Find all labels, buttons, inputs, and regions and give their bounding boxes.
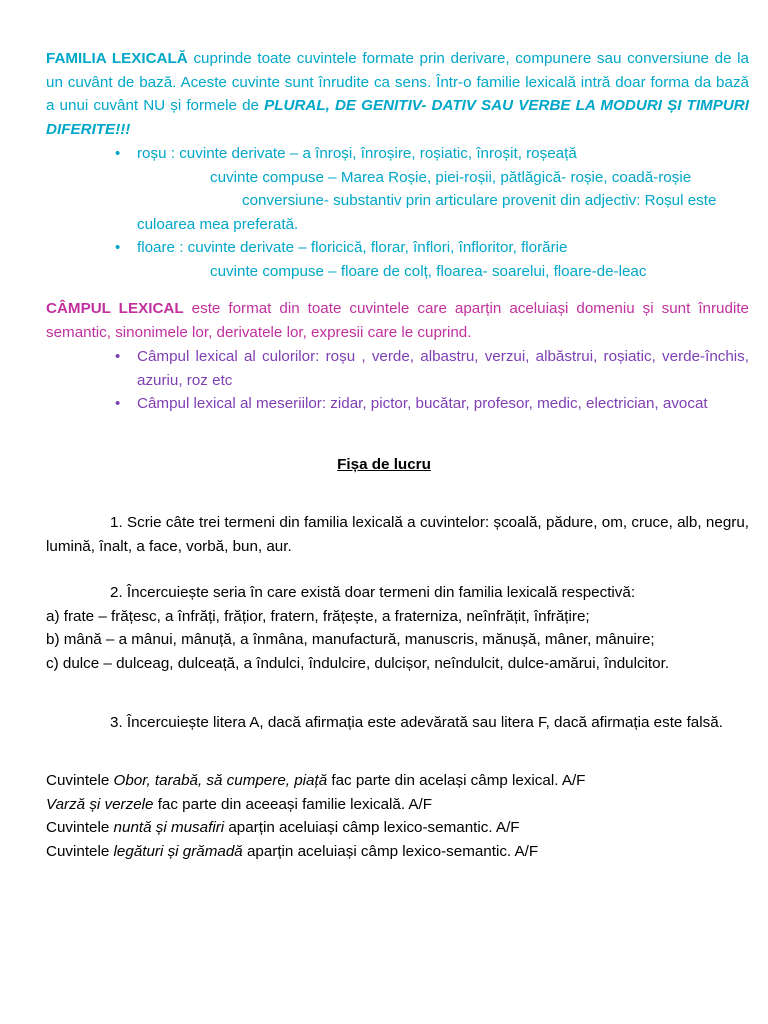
statement-3-words: nuntă și musafiri xyxy=(113,819,225,837)
exercise-2-option-b: b) mână – a mânui, mânuță, a înmâna, manufactură, manuscris, mănușă, mâner, mânuire; xyxy=(46,631,655,649)
floare-derivate: • floare : cuvinte derivate – floricică, florar, înflori, înfloritor, florărie xyxy=(137,239,568,257)
statement-3 xyxy=(46,816,749,840)
campul-lexical-paragraph xyxy=(46,297,749,344)
example-floare xyxy=(115,236,749,283)
nu-word: NU xyxy=(143,97,166,115)
statement-4-post: aparțin aceluiași câmp lexico-semantic. A/F xyxy=(242,842,539,860)
example-rosu xyxy=(115,142,749,236)
exercise-2-option-a: a) frate – frățesc, a înfrăți, frățior, fratern, frățește, a fraterniza, neînfrățit, înfrățire; xyxy=(46,607,590,625)
familia-examples-list xyxy=(115,142,749,284)
exercise-3-prompt: 3. Încercuiește litera A, dacă afirmația este adevărată sau litera F, dacă afirmația este falsă. xyxy=(110,714,723,731)
statement-4 xyxy=(46,840,749,864)
statement-1 xyxy=(46,769,749,793)
statement-2-post: fac parte din aceeași familie lexicală. A/F xyxy=(153,795,433,813)
statement-3-pre: Cuvintele xyxy=(46,819,114,837)
rosu-derivate: • roșu : cuvinte derivate – a înroși, înroșire, roșiatic, înroșit, roșeață xyxy=(137,145,577,162)
exercise-1-number: 1. xyxy=(110,514,123,531)
exercise-2-prompt: 2. Încercuiește seria în care există doar termeni din familia lexicală respectivă: xyxy=(110,584,636,601)
statement-1-pre: Cuvintele xyxy=(46,772,114,789)
familia-lexicala-definition: cuprinde toate cuvintele formate prin derivare, compunere sau conversiune de la un cuvânt de bază. Aceste cuvinte sunt înrudite ca sens. Într-o familie lexicală intră doar forma da bază a unui cuvânt xyxy=(46,50,749,115)
floare-compuse: cuvinte compuse – floare de colț, floarea- soarelui, floare-de-leac xyxy=(210,262,647,280)
familia-connector: și formele de xyxy=(165,97,265,115)
campul-lexical-term: CÂMPUL LEXICAL xyxy=(46,300,184,317)
exercise-1-text: Scrie câte trei termeni din familia lexicală a cuvintelor: școală, pădure, om, cruce, alb, negru, lumină, înalt, a face, vorbă, bun, aur. xyxy=(46,514,749,555)
rosu-compuse: cuvinte compuse – Marea Roșie, piei-roșii, pătlăgică- roșie, coadă-roșie xyxy=(210,168,692,186)
statement-4-pre: Cuvintele xyxy=(46,842,114,860)
statement-3-post: aparțin aceluiași câmp lexico-semantic. A/F xyxy=(224,819,520,837)
exercise-2-option-c: c) dulce – dulceag, dulceață, a îndulci, îndulcire, dulcișor, neîndulcit, dulce-amărui, îndulcitor. xyxy=(46,654,670,672)
familia-emphasis: PLURAL, DE GENITIV- DATIV SAU VERBE LA MODURI ȘI TIMPURI DIFERITE!!! xyxy=(46,97,749,138)
statement-1-words: Obor, tarabă, să cumpere, piață xyxy=(113,772,328,789)
exercise-3-statements xyxy=(46,769,749,863)
familia-lexicala-term: FAMILIA LEXICALĂ xyxy=(46,50,188,67)
exercise-1 xyxy=(46,511,749,558)
campul-examples-list xyxy=(115,345,749,416)
worksheet-title: Fișa de lucru xyxy=(337,456,431,473)
statement-4-words: legături și grămadă xyxy=(113,842,243,860)
exercise-2 xyxy=(46,581,749,675)
statement-2 xyxy=(46,793,749,817)
rosu-conversiune: conversiune- substantiv prin articulare provenit din adjectiv: Roșul este xyxy=(242,192,717,210)
camp-culorilor: • Câmpul lexical al culorilor: roșu , verde, albastru, verzui, albăstrui, roșiatic, verde-închis, azuriu, roz etc xyxy=(115,345,749,392)
statement-2-words: Varză și verzele xyxy=(46,795,154,813)
campul-lexical-definition: este format din toate cuvintele care aparțin aceluiași domeniu și sunt înrudite semantic, sinonimele lor, derivatele lor, expresii care le cuprind. xyxy=(46,300,749,341)
statement-1-post: fac parte din același câmp lexical. A/F xyxy=(327,772,586,789)
camp-meseriilor: • Câmpul lexical al meseriilor: zidar, pictor, bucătar, profesor, medic, electrician, avocat xyxy=(115,392,749,416)
rosu-conversiune-cont: culoarea mea preferată. xyxy=(137,215,299,233)
familia-lexicala-paragraph xyxy=(46,47,749,141)
